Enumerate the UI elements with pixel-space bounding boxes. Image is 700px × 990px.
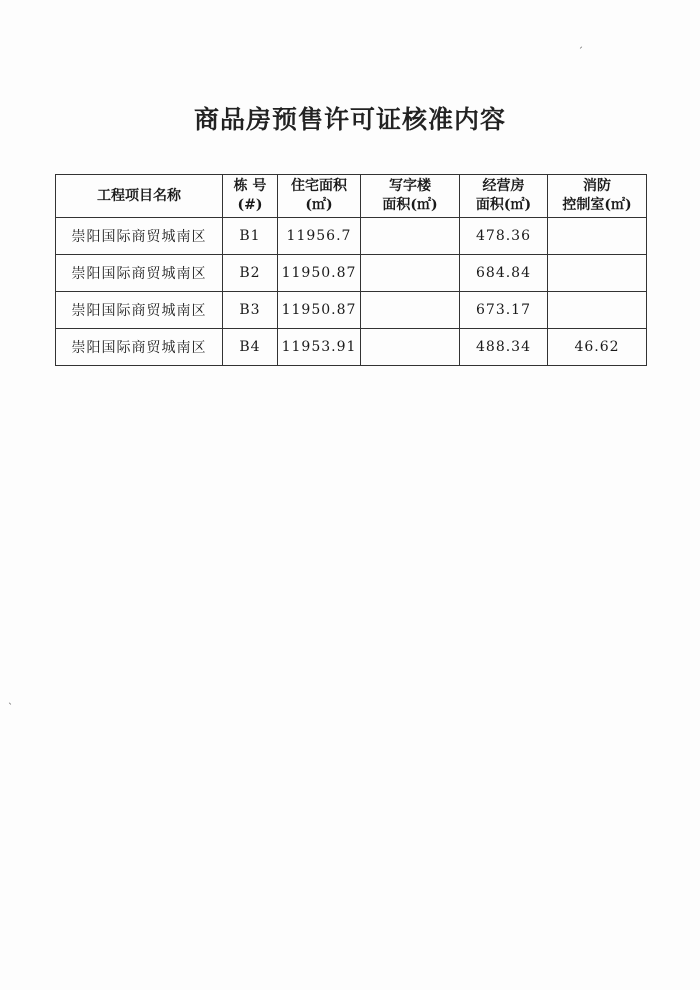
cell-office: [361, 255, 460, 292]
cell-fire-control: [548, 292, 647, 329]
header-commercial-area: 经营房 面积(㎡): [460, 175, 548, 218]
header-residential-area: 住宅面积 (㎡): [278, 175, 361, 218]
cell-building: B4: [223, 329, 278, 366]
cell-residential: 11950.87: [278, 292, 361, 329]
cell-building: B1: [223, 218, 278, 255]
cell-project: 崇阳国际商贸城南区: [56, 329, 223, 366]
cell-fire-control: [548, 218, 647, 255]
table-row: [56, 218, 647, 255]
cell-residential: 11950.87: [278, 255, 361, 292]
cell-commercial: 673.17: [460, 292, 548, 329]
cell-fire-control: 46.62: [548, 329, 647, 366]
table-row: [56, 255, 647, 292]
scan-speck: ˏ: [578, 38, 583, 49]
header-fire-control-room: 消防 控制室(㎡): [548, 175, 647, 218]
cell-commercial: 478.36: [460, 218, 548, 255]
cell-project: 崇阳国际商贸城南区: [56, 218, 223, 255]
cell-building: B2: [223, 255, 278, 292]
cell-project: 崇阳国际商贸城南区: [56, 255, 223, 292]
header-office-area: 写字楼 面积(㎡): [361, 175, 460, 218]
cell-building: B3: [223, 292, 278, 329]
table-header-row: [56, 175, 647, 218]
header-building-no: 栋 号 (#): [223, 175, 278, 218]
cell-commercial: 488.34: [460, 329, 548, 366]
cell-residential: 11953.91: [278, 329, 361, 366]
cell-commercial: 684.84: [460, 255, 548, 292]
permit-table: [55, 174, 647, 366]
cell-project: 崇阳国际商贸城南区: [56, 292, 223, 329]
cell-office: [361, 218, 460, 255]
cell-office: [361, 329, 460, 366]
cell-fire-control: [548, 255, 647, 292]
cell-residential: 11956.7: [278, 218, 361, 255]
header-project-name: 工程项目名称: [56, 175, 223, 218]
cell-office: [361, 292, 460, 329]
table-row: [56, 292, 647, 329]
table-row: [56, 329, 647, 366]
document-title: 商品房预售许可证核准内容: [193, 105, 506, 134]
scan-speck: ˎ: [8, 694, 13, 705]
